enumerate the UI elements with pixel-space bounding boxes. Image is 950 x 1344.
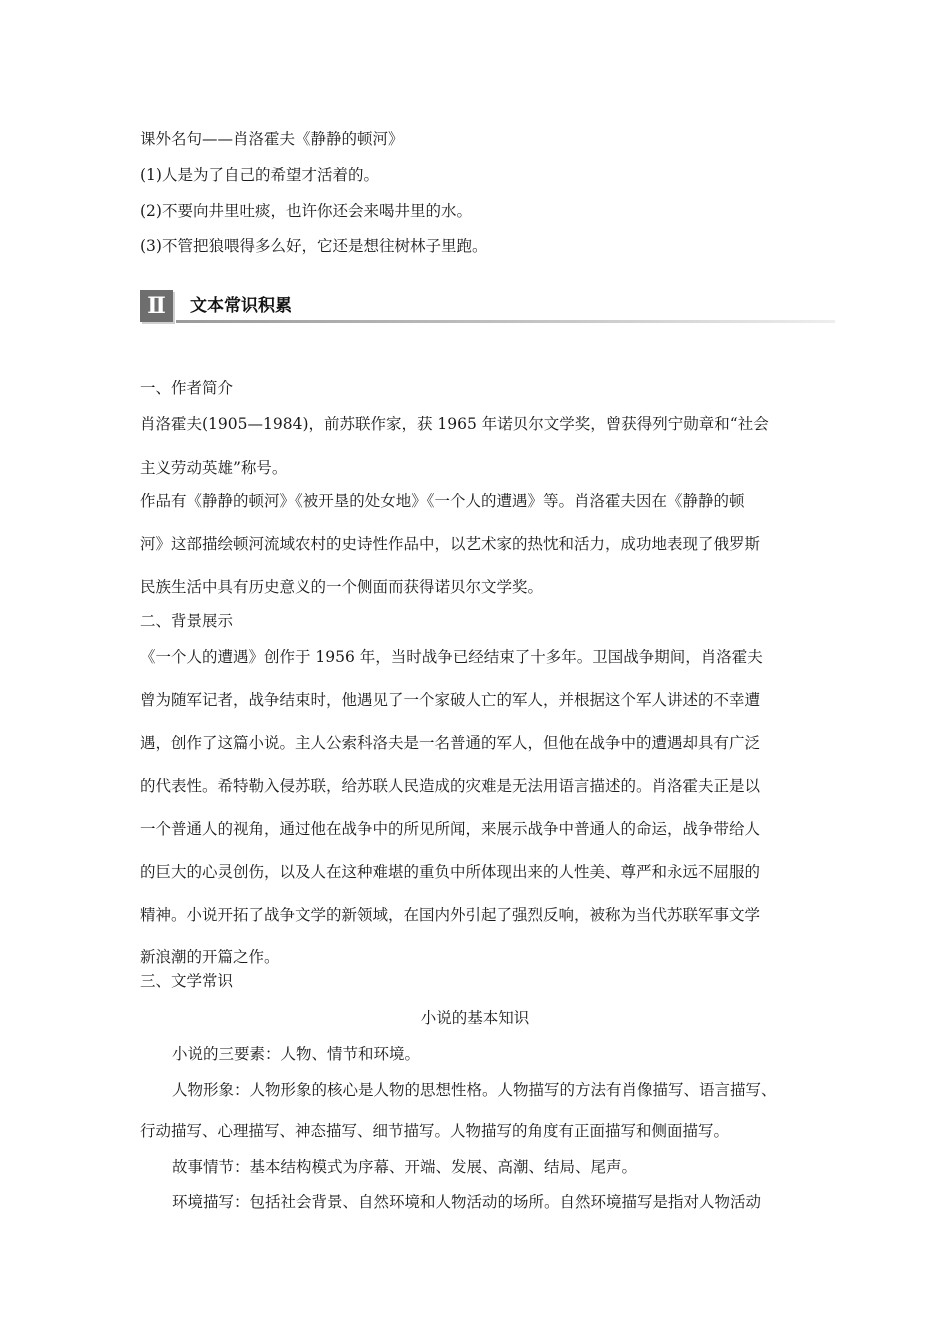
background-text-line: 《一个人的遭遇》创作于 1956 年，当时战争已经结束了十多年。卫国战争期间，肖洛霍夫 xyxy=(140,648,763,666)
background-text-line: 新浪潮的开篇之作。 xyxy=(140,948,280,966)
literature-text-line: 环境描写：包括社会背景、自然环境和人物活动的场所。自然环境描写是指对人物活动 xyxy=(172,1193,762,1211)
quote-item: (2)不要向井里吐痰，也许你还会来喝井里的水。 xyxy=(140,202,472,220)
background-heading: 二、背景展示 xyxy=(140,612,234,630)
literature-text-line: 行动描写、心理描写、神态描写、细节描写。人物描写的角度有正面描写和侧面描写。 xyxy=(140,1122,730,1140)
section-title: 文本常识积累 xyxy=(190,296,292,316)
background-text-line: 精神。小说开拓了战争文学的新领域，在国内外引起了强烈反响，被称为当代苏联军事文学 xyxy=(140,906,761,924)
background-text-line: 的代表性。希特勒入侵苏联，给苏联人民造成的灾难是无法用语言描述的。肖洛霍夫正是以 xyxy=(140,777,761,795)
section-header xyxy=(140,290,835,324)
literature-text-line: 故事情节：基本结构模式为序幕、开端、发展、高潮、结局、尾声。 xyxy=(172,1158,638,1176)
literature-text-line: 小说的三要素：人物、情节和环境。 xyxy=(172,1045,421,1063)
background-text-line: 一个普通人的视角，通过他在战争中的所见所闻，来展示战争中普通人的命运，战争带给人 xyxy=(140,820,761,838)
quote-item: (3)不管把狼喂得多么好，它还是想往树林子里跑。 xyxy=(140,237,488,255)
literature-heading: 三、文学常识 xyxy=(140,972,234,990)
author-text-line: 民族生活中具有历史意义的一个侧面而获得诺贝尔文学奖。 xyxy=(140,578,544,596)
background-text-line: 的巨大的心灵创伤，以及人在这种难堪的重负中所体现出来的人性美、尊严和永远不屈服的 xyxy=(140,863,761,881)
section-number-badge: Ⅱ xyxy=(140,290,173,322)
author-heading: 一、作者简介 xyxy=(140,379,234,397)
quote-item: (1)人是为了自己的希望才活着的。 xyxy=(140,166,379,184)
quotes-heading: 课外名句——肖洛霍夫《静静的顿河》 xyxy=(140,130,404,148)
author-text-line: 主义劳动英雄”称号。 xyxy=(140,459,288,477)
literature-subtitle: 小说的基本知识 xyxy=(420,1009,530,1027)
literature-text-line: 人物形象：人物形象的核心是人物的思想性格。人物描写的方法有肖像描写、语言描写、 xyxy=(172,1081,777,1099)
background-text-line: 遇，创作了这篇小说。主人公索科洛夫是一名普通的军人，但他在战争中的遭遇却具有广泛 xyxy=(140,734,761,752)
section-divider xyxy=(176,320,835,323)
author-text-line: 作品有《静静的顿河》《被开垦的处女地》《一个人的遭遇》等。肖洛霍夫因在《静静的顿 xyxy=(140,492,745,510)
author-text-line: 河》这部描绘顿河流域农村的史诗性作品中，以艺术家的热忱和活力，成功地表现了俄罗斯 xyxy=(140,535,761,553)
background-text-line: 曾为随军记者，战争结束时，他遇见了一个家破人亡的军人，并根据这个军人讲述的不幸遭 xyxy=(140,691,761,709)
author-text-line: 肖洛霍夫(1905—1984)，前苏联作家，获 1965 年诺贝尔文学奖，曾获得列宁勋章和“社会 xyxy=(140,415,769,433)
